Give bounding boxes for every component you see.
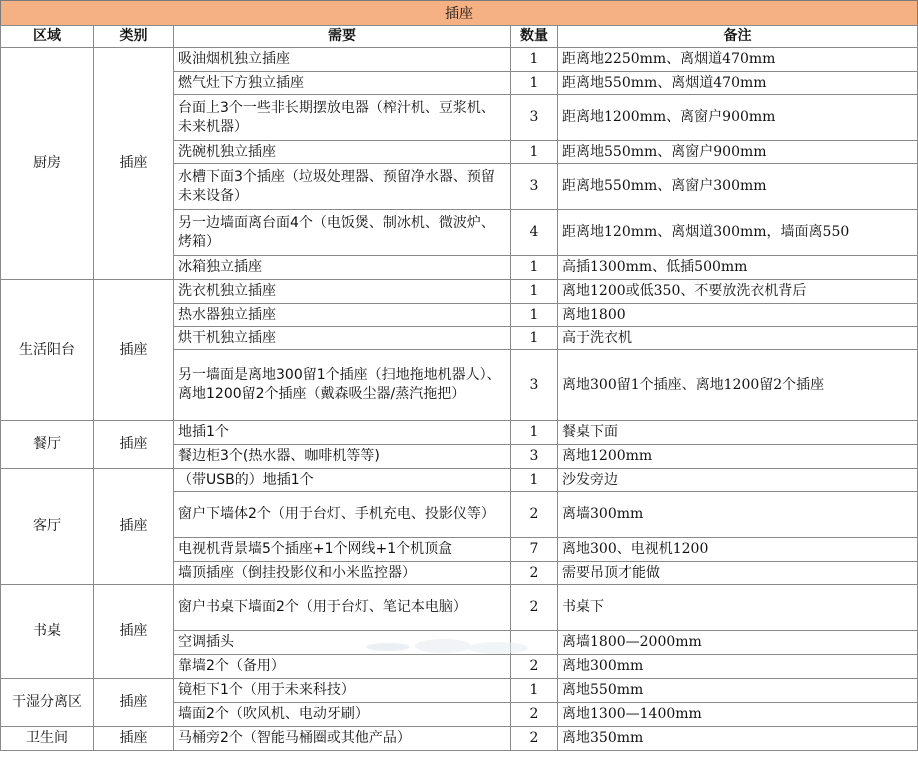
need-cell: 餐边柜3个(热水器、咖啡机等等) [174,445,511,469]
table-row [1,727,918,751]
category-cell: 插座 [94,48,174,280]
quantity-cell: 2 [511,492,558,538]
sheet-title: 插座 [0,0,918,26]
need-cell: 窗户书桌下墙面2个（用于台灯、笔记本电脑） [174,585,511,631]
category-cell: 插座 [94,280,174,421]
quantity-cell: 2 [511,655,558,679]
note-cell: 离地300mm [558,655,918,679]
note-cell: 高于洗衣机 [558,327,918,350]
category-cell: 插座 [94,679,174,727]
quantity-cell: 2 [511,585,558,631]
need-cell: 烘干机独立插座 [174,327,511,350]
table-row [1,280,918,304]
note-cell: 离地300、电视机1200 [558,538,918,562]
need-cell: 台面上3个一些非长期摆放电器（榨汁机、豆浆机、未来机器） [174,95,511,141]
header-category: 类别 [94,26,174,48]
quantity-cell: 1 [511,141,558,164]
area-cell: 干湿分离区 [1,679,94,727]
table-row [1,48,918,72]
area-cell: 客厅 [1,469,94,585]
table-row [1,585,918,631]
need-cell: 马桶旁2个（智能马桶圈或其他产品） [174,727,511,751]
need-cell: 洗衣机独立插座 [174,280,511,304]
need-cell: 镜柜下1个（用于未来科技） [174,679,511,703]
area-cell: 生活阳台 [1,280,94,421]
area-cell: 餐厅 [1,421,94,469]
note-cell: 距离地120mm、离烟道300mm，墙面离550 [558,210,918,256]
note-cell: 离地1300—1400mm [558,703,918,727]
note-cell: 离地550mm [558,679,918,703]
table-body [1,48,918,751]
note-cell: 离墙1800—2000mm [558,631,918,655]
note-cell: 距离地550mm、离窗户300mm [558,164,918,210]
need-cell: 空调插头 [174,631,511,655]
quantity-cell: 1 [511,72,558,95]
need-cell: 墙面2个（吹风机、电动牙刷） [174,703,511,727]
quantity-cell: 2 [511,562,558,585]
need-cell: 地插1个 [174,421,511,445]
quantity-cell: 1 [511,421,558,445]
need-cell: 窗户下墙体2个（用于台灯、手机充电、投影仪等） [174,492,511,538]
note-cell: 距离地1200mm、离窗户900mm [558,95,918,141]
note-cell: 距离地550mm、离烟道470mm [558,72,918,95]
note-cell: 离地350mm [558,727,918,751]
note-cell: 距离地2250mm、离烟道470mm [558,48,918,72]
need-cell: 另一边墙面离台面4个（电饭煲、制冰机、微波炉、烤箱） [174,210,511,256]
area-cell: 书桌 [1,585,94,679]
quantity-cell: 1 [511,469,558,492]
need-cell: 墙顶插座（倒挂投影仪和小米监控器） [174,562,511,585]
quantity-cell: 2 [511,727,558,751]
note-cell: 高插1300mm、低插500mm [558,256,918,280]
need-cell: 电视机背景墙5个插座+1个网线+1个机顶盒 [174,538,511,562]
need-cell: 洗碗机独立插座 [174,141,511,164]
quantity-cell: 3 [511,445,558,469]
quantity-cell: 3 [511,95,558,141]
note-cell: 离地1800 [558,304,918,327]
note-cell: 书桌下 [558,585,918,631]
quantity-cell: 1 [511,256,558,280]
header-quantity: 数量 [511,26,558,48]
note-cell: 需要吊顶才能做 [558,562,918,585]
socket-table [0,25,918,751]
category-cell: 插座 [94,585,174,679]
table-row [1,679,918,703]
quantity-cell: 7 [511,538,558,562]
table-row [1,469,918,492]
quantity-cell: 3 [511,350,558,421]
quantity-cell: 3 [511,164,558,210]
quantity-cell: 2 [511,703,558,727]
note-cell: 离地1200或低350、不要放洗衣机背后 [558,280,918,304]
need-cell: 水槽下面3个插座（垃圾处理器、预留净水器、预留未来设备） [174,164,511,210]
header-area: 区域 [1,26,94,48]
note-cell: 沙发旁边 [558,469,918,492]
note-cell: 离地1200mm [558,445,918,469]
category-cell: 插座 [94,421,174,469]
note-cell: 离地300留1个插座、离地1200留2个插座 [558,350,918,421]
need-cell: 吸油烟机独立插座 [174,48,511,72]
note-cell: 距离地550mm、离窗户900mm [558,141,918,164]
quantity-cell [511,631,558,655]
category-cell: 插座 [94,727,174,751]
header-row [1,26,918,48]
note-cell: 离墙300mm [558,492,918,538]
quantity-cell: 1 [511,48,558,72]
table-row [1,421,918,445]
area-cell: 厨房 [1,48,94,280]
need-cell: 冰箱独立插座 [174,256,511,280]
quantity-cell: 1 [511,304,558,327]
quantity-cell: 1 [511,679,558,703]
need-cell: 靠墙2个（备用） [174,655,511,679]
note-cell: 餐桌下面 [558,421,918,445]
need-cell: 燃气灶下方独立插座 [174,72,511,95]
header-need: 需要 [174,26,511,48]
need-cell: 热水器独立插座 [174,304,511,327]
quantity-cell: 1 [511,327,558,350]
quantity-cell: 4 [511,210,558,256]
area-cell: 卫生间 [1,727,94,751]
quantity-cell: 1 [511,280,558,304]
need-cell: （带USB的）地插1个 [174,469,511,492]
header-note: 备注 [558,26,918,48]
need-cell: 另一墙面是离地300留1个插座（扫地拖地机器人）、离地1200留2个插座（戴森吸尘器/蒸汽拖把） [174,350,511,421]
category-cell: 插座 [94,469,174,585]
